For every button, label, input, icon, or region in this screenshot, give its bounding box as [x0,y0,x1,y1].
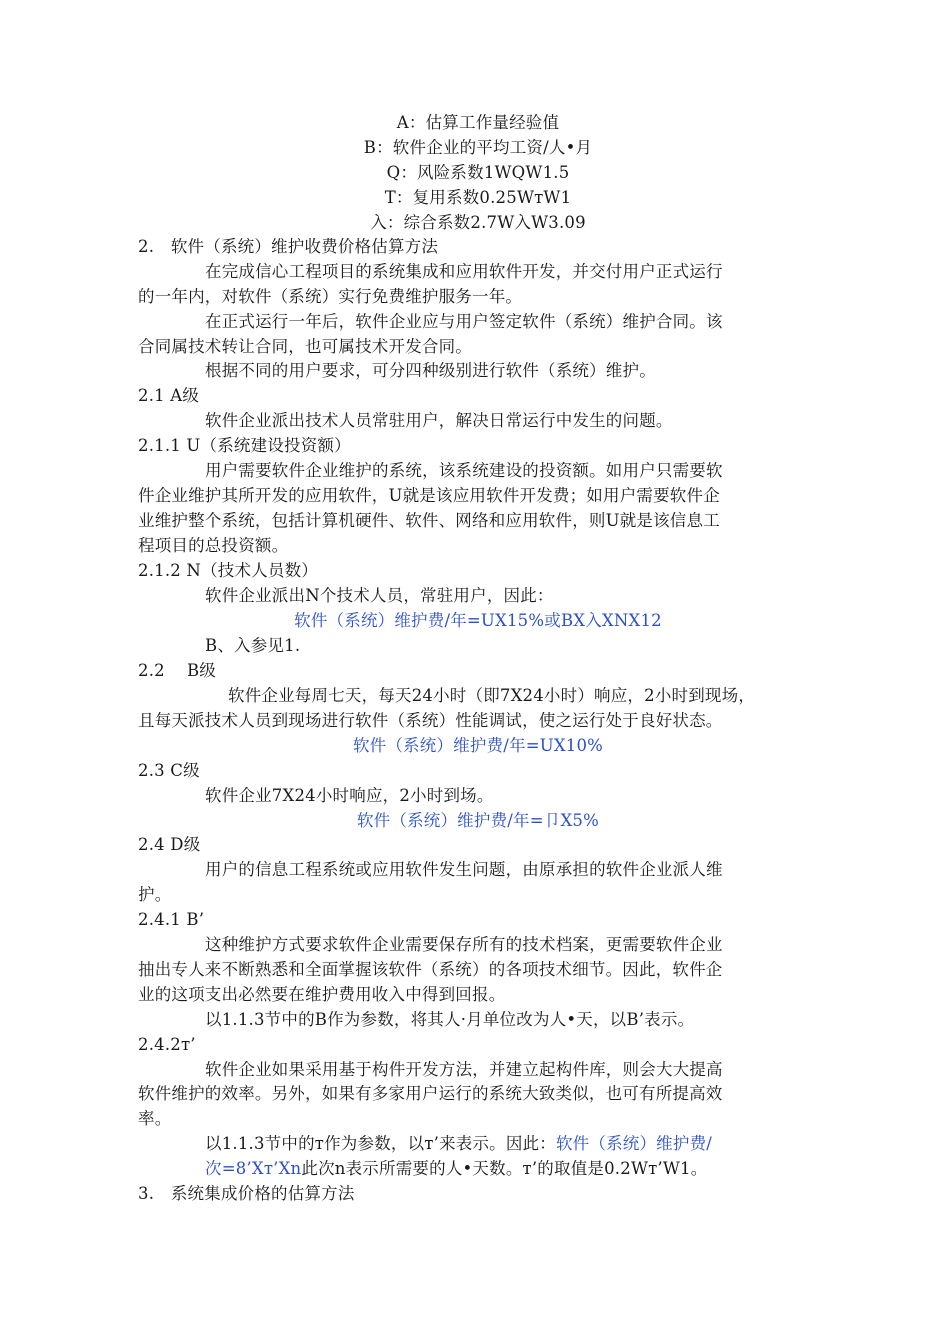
formula-d-level-part1: 软件（系统）维护费/ [555,1134,713,1153]
paragraph-line: 业的这项支出必然要在维护费用收入中得到回报。 [138,985,506,1004]
paragraph-line: 抽出专人来不断熟悉和全面掌握该软件（系统）的各项技术细节。因此，软件企 [138,960,723,979]
reference-note: B、入参见1. [205,636,301,655]
paragraph-line: 件企业维护其所开发的应用软件，U就是该应用软件开发费；如用户需要软件企 [138,486,720,505]
section-2-4-heading: 2.4 D级 [138,835,201,854]
section-2-4-1-heading: 2.4.1 B’ [138,910,205,929]
formula-c-level: 软件（系统）维护费/年=卩X5% [356,811,599,830]
section-3-heading: 3. 系统集成价格的估算方法 [138,1184,355,1203]
paragraph-line: 软件维护的效率。另外，如果有多家用户运行的系统大致类似，也可有所提高效 [138,1084,723,1103]
paragraph-text: 以1.1.3节中的т作为参数，以т’来表示。因此： [205,1134,556,1153]
paragraph-line: 软件企业每周七天，每天24小时（即7X24小时）响应，2小时到现场， [228,686,756,705]
section-2-1-heading: 2.1 A级 [138,386,200,405]
legend-b: B：软件企业的平均工资/人•月 [363,138,593,157]
paragraph-line: 软件企业派出N个技术人员，常驻用户，因此： [205,586,554,605]
paragraph-line: 用户需要软件企业维护的系统，该系统建设的投资额。如用户只需要软 [205,461,723,480]
paragraph-line: 用户的信息工程系统或应用软件发生问题，由原承担的软件企业派人维 [205,860,723,879]
section-2-2-heading: 2.2 B级 [138,661,217,680]
paragraph-line: 合同属技术转让合同，也可属技术开发合同。 [138,337,472,356]
paragraph-line: 的一年内，对软件（系统）实行免费维护服务一年。 [138,287,523,306]
formula-b-level: 软件（系统）维护费/年=UX10% [352,736,604,755]
legend-q: Q：风险系数1WQW1.5 [386,163,570,182]
paragraph-line: 软件企业派出技术人员常驻用户，解决日常运行中发生的问题。 [205,411,673,430]
paragraph-line: 程项目的总投资额。 [138,536,289,555]
section-2-4-2-heading: 2.4.2т’ [138,1035,196,1054]
paragraph-line: 根据不同的用户要求，可分四种级别进行软件（系统）维护。 [205,361,656,380]
formula-a-level: 软件（系统）维护费/年=UX15%或BX入XNX12 [294,611,662,630]
paragraph-line: 业维护整个系统，包括计算机硬件、软件、网络和应用软件，则U就是该信息工 [138,511,720,530]
formula-d-level-part2: 次=8’Xт’Xn [205,1159,302,1178]
paragraph-line: 软件企业7X24小时响应，2小时到场。 [205,786,494,805]
paragraph-line: 这种维护方式要求软件企业需要保存所有的技术档案，更需要软件企业 [205,935,723,954]
paragraph-text: 此次n表示所需要的人•天数。т’的取值是0.2Wт’W1。 [301,1159,708,1178]
section-2-1-1-heading: 2.1.1 U（系统建设投资额） [138,436,351,455]
paragraph-line: 在正式运行一年后，软件企业应与用户签定软件（系统）维护合同。该 [205,312,723,331]
paragraph-line: 且每天派技术人员到现场进行软件（系统）性能调试，使之运行处于良好状态。 [138,711,723,730]
legend-a: A：估算工作量经验值 [396,113,560,132]
legend-lambda: 入：综合系数2.7W入W3.09 [370,213,586,232]
section-2-1-2-heading: 2.1.2 N（技术人员数） [138,561,318,580]
section-2-3-heading: 2.3 C级 [138,761,200,780]
paragraph-line: 软件企业如果采用基于构件开发方法，并建立起构件库，则会大大提高 [205,1060,723,1079]
paragraph-line: 以1.1.3节中的B作为参数，将其人·月单位改为人•天，以B’表示。 [205,1010,695,1029]
paragraph-line [205,1157,885,1181]
section-2-heading: 2. 软件（系统）维护收费价格估算方法 [138,237,439,256]
paragraph-line: 在完成信心工程项目的系统集成和应用软件开发，并交付用户正式运行 [205,262,723,281]
legend-t: T：复用系数0.25WтW1 [384,188,572,207]
paragraph-line [205,1132,885,1156]
paragraph-line: 率。 [138,1109,172,1128]
paragraph-line: 护。 [138,885,172,904]
